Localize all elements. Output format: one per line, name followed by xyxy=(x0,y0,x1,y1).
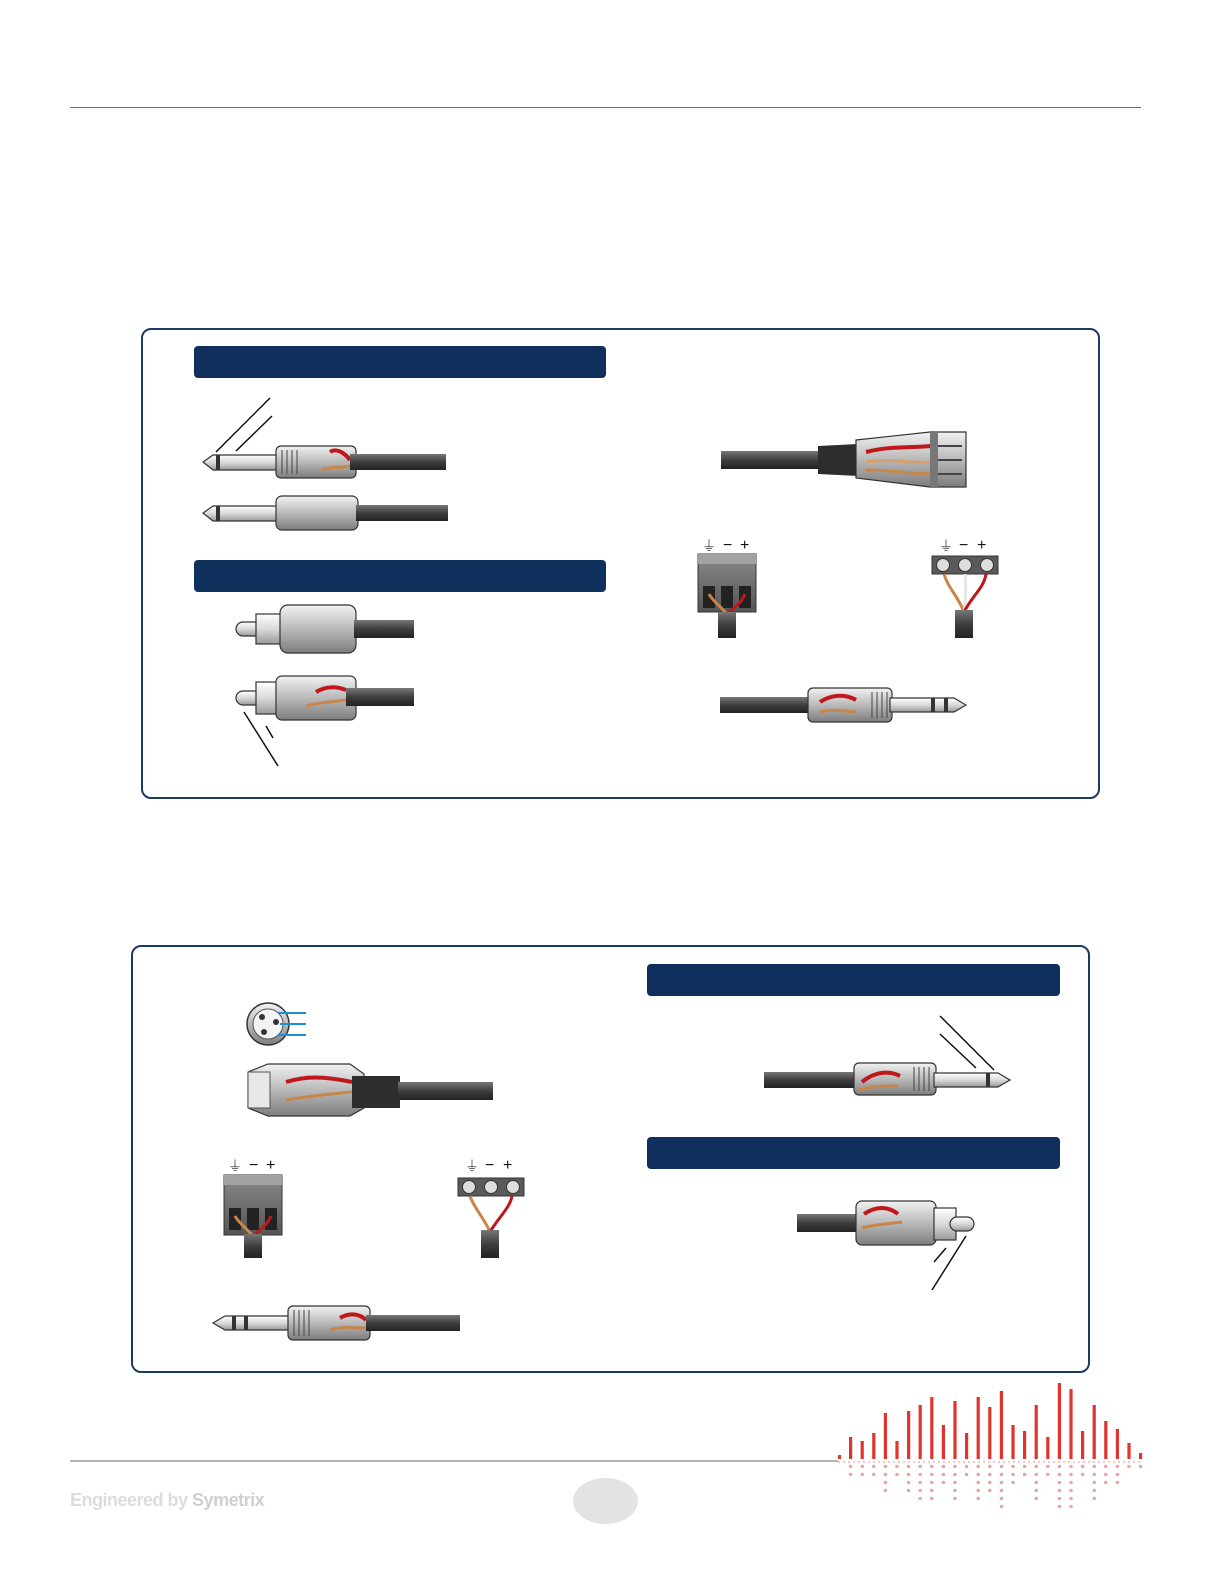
meter-reflection-dot xyxy=(988,1473,991,1476)
xlr-female-face-bottom xyxy=(247,1003,306,1045)
meter-bar xyxy=(1093,1405,1096,1459)
meter-reflection-dot xyxy=(1023,1465,1026,1468)
meter-reflection-dot xyxy=(977,1489,980,1492)
svg-text:−: − xyxy=(959,537,969,554)
meter-reflection-dot xyxy=(1058,1497,1061,1500)
meter-reflection-dot xyxy=(1035,1489,1038,1492)
meter-bar xyxy=(1011,1425,1014,1459)
meter-reflection-dot xyxy=(942,1481,945,1484)
meter-reflection-dot xyxy=(1116,1481,1119,1484)
svg-text:−: − xyxy=(723,537,733,554)
meter-bar xyxy=(884,1413,887,1459)
svg-text:+: + xyxy=(266,1157,276,1174)
meter-reflection-dot xyxy=(861,1473,864,1476)
meter-reflection-dot xyxy=(1093,1497,1096,1500)
meter-reflection-dot xyxy=(1035,1481,1038,1484)
symetrix-logo-text: Symetrix xyxy=(192,1490,265,1510)
meter-bar xyxy=(1035,1405,1038,1459)
meter-reflection-dot xyxy=(930,1473,933,1476)
meter-reflection-dot xyxy=(977,1497,980,1500)
svg-text:+: + xyxy=(740,537,750,554)
meter-reflection-dot xyxy=(884,1481,887,1484)
meter-reflection-dot xyxy=(1127,1465,1130,1468)
svg-text:⏚: ⏚ xyxy=(465,1158,479,1174)
ts-plug-open-bottom xyxy=(764,1016,1010,1095)
meter-reflection-dot xyxy=(1069,1505,1072,1508)
meter-reflection-dot xyxy=(930,1497,933,1500)
meter-bar xyxy=(930,1397,933,1459)
meter-reflection-dot xyxy=(965,1465,968,1468)
meter-bar xyxy=(907,1411,910,1459)
meter-reflection-dot xyxy=(988,1481,991,1484)
meter-reflection-dot xyxy=(1069,1465,1072,1468)
meter-reflection-dot xyxy=(907,1481,910,1484)
meter-reflection-dot xyxy=(1000,1489,1003,1492)
ts-plug-closed-top xyxy=(203,496,448,530)
euro-terminal-block-top xyxy=(698,537,756,638)
meter-reflection-dot xyxy=(1035,1473,1038,1476)
meter-reflection-dot xyxy=(884,1489,887,1492)
meter-reflection-dot xyxy=(919,1465,922,1468)
meter-reflection-dot xyxy=(1058,1465,1061,1468)
meter-reflection-dot xyxy=(1104,1473,1107,1476)
meter-reflection-dot xyxy=(907,1473,910,1476)
meter-reflection-dot xyxy=(1069,1497,1072,1500)
meter-reflection-dot xyxy=(1000,1505,1003,1508)
xlr-male-open-top xyxy=(721,432,966,487)
meter-reflection-dot xyxy=(861,1465,864,1468)
trs-plug-open-bottom xyxy=(213,1306,460,1340)
meter-bar xyxy=(1069,1389,1072,1459)
meter-bar xyxy=(1116,1429,1119,1459)
meter-bar xyxy=(1000,1391,1003,1459)
engineered-by-text: Engineered by xyxy=(70,1490,188,1510)
meter-reflection-dot xyxy=(1093,1473,1096,1476)
meter-bar xyxy=(977,1397,980,1459)
meter-reflection-dot xyxy=(1000,1473,1003,1476)
meter-reflection-dot xyxy=(1035,1497,1038,1500)
meter-reflection-dot xyxy=(919,1481,922,1484)
meter-reflection-dot xyxy=(1116,1473,1119,1476)
meter-reflection-dot xyxy=(953,1465,956,1468)
meter-reflection-dot xyxy=(1046,1465,1049,1468)
meter-reflection-dot xyxy=(1104,1481,1107,1484)
meter-reflection-dot xyxy=(1011,1465,1014,1468)
meter-reflection-dot xyxy=(930,1481,933,1484)
meter-reflection-dot xyxy=(919,1497,922,1500)
meter-bar xyxy=(965,1433,968,1459)
meter-reflection-dot xyxy=(1093,1465,1096,1468)
screw-terminal-strip-top xyxy=(932,537,998,638)
svg-text:−: − xyxy=(249,1157,259,1174)
meter-bar xyxy=(1046,1437,1049,1459)
meter-reflection-dot xyxy=(907,1465,910,1468)
meter-bar xyxy=(861,1441,864,1459)
rca-plug-open-top xyxy=(236,676,414,766)
meter-reflection-dot xyxy=(919,1473,922,1476)
meter-bar xyxy=(872,1433,875,1459)
meter-reflection-dot xyxy=(1069,1489,1072,1492)
meter-reflection-dot xyxy=(942,1473,945,1476)
meter-reflection-dot xyxy=(1069,1481,1072,1484)
meter-reflection-dot xyxy=(1116,1465,1119,1468)
meter-reflection-dot xyxy=(884,1473,887,1476)
xlr-female-open-bottom xyxy=(248,1064,493,1116)
rca-plug-open-bottom xyxy=(797,1201,974,1290)
meter-bar xyxy=(1058,1383,1061,1459)
meter-reflection-dot xyxy=(1139,1465,1142,1468)
meter-reflection-dot xyxy=(884,1465,887,1468)
meter-reflection-dot xyxy=(977,1473,980,1476)
meter-reflection-dot xyxy=(1081,1473,1084,1476)
meter-bar xyxy=(953,1401,956,1459)
meter-reflection-dot xyxy=(1058,1505,1061,1508)
svg-text:+: + xyxy=(977,537,987,554)
euro-terminal-block-bottom xyxy=(224,1157,282,1258)
svg-text:⏚: ⏚ xyxy=(939,538,953,554)
meter-reflection-dot xyxy=(1035,1465,1038,1468)
meter-bar xyxy=(1127,1443,1130,1459)
ground-symbol-icon: ⏚ xyxy=(702,538,716,554)
meter-reflection-dot xyxy=(1093,1489,1096,1492)
meter-reflection-dot xyxy=(1011,1473,1014,1476)
meter-reflection-dot xyxy=(977,1465,980,1468)
meter-reflection-dot xyxy=(872,1465,875,1468)
meter-bar xyxy=(895,1441,898,1459)
meter-bar xyxy=(1023,1431,1026,1459)
level-meter-graphic xyxy=(838,1383,1142,1508)
meter-reflection-dot xyxy=(1058,1481,1061,1484)
meter-reflection-dot xyxy=(1023,1473,1026,1476)
meter-reflection-dot xyxy=(1081,1465,1084,1468)
svg-text:+: + xyxy=(503,1157,513,1174)
meter-bar xyxy=(849,1437,852,1459)
meter-reflection-dot xyxy=(907,1489,910,1492)
ts-plug-open-top xyxy=(203,398,446,478)
meter-bar xyxy=(1139,1453,1142,1459)
meter-bar xyxy=(942,1425,945,1459)
meter-reflection-dot xyxy=(895,1473,898,1476)
page-number-badge xyxy=(573,1478,638,1524)
meter-bar xyxy=(1104,1421,1107,1459)
svg-text:−: − xyxy=(485,1157,495,1174)
meter-reflection-dot xyxy=(849,1465,852,1468)
meter-reflection-dot xyxy=(1000,1497,1003,1500)
meter-reflection-dot xyxy=(919,1489,922,1492)
meter-reflection-dot xyxy=(953,1497,956,1500)
meter-reflection-dot xyxy=(930,1489,933,1492)
meter-bar xyxy=(919,1405,922,1459)
meter-reflection-dot xyxy=(1093,1481,1096,1484)
meter-reflection-dot xyxy=(1069,1473,1072,1476)
meter-bar xyxy=(1081,1431,1084,1459)
meter-reflection-dot xyxy=(895,1465,898,1468)
meter-reflection-dot xyxy=(953,1489,956,1492)
meter-reflection-dot xyxy=(965,1473,968,1476)
trs-plug-open-top xyxy=(720,688,966,722)
meter-reflection-dot xyxy=(930,1465,933,1468)
screw-terminal-strip-bottom xyxy=(458,1157,524,1258)
meter-reflection-dot xyxy=(872,1473,875,1476)
footer-brand xyxy=(70,1490,264,1511)
meter-reflection-dot xyxy=(1000,1481,1003,1484)
meter-reflection-dot xyxy=(1011,1481,1014,1484)
meter-reflection-dot xyxy=(977,1481,980,1484)
meter-reflection-dot xyxy=(953,1473,956,1476)
meter-reflection-dot xyxy=(988,1465,991,1468)
meter-reflection-dot xyxy=(942,1465,945,1468)
meter-reflection-dot xyxy=(1000,1465,1003,1468)
rca-plug-closed-top xyxy=(236,605,414,653)
svg-text:⏚: ⏚ xyxy=(228,1158,242,1174)
meter-reflection-dot xyxy=(1046,1473,1049,1476)
meter-reflection-dot xyxy=(849,1473,852,1476)
meter-reflection-dot xyxy=(1058,1473,1061,1476)
meter-reflection-dot xyxy=(1104,1465,1107,1468)
meter-bar xyxy=(988,1407,991,1459)
meter-reflection-dot xyxy=(988,1489,991,1492)
meter-reflection-dot xyxy=(1058,1489,1061,1492)
meter-reflection-dot xyxy=(953,1481,956,1484)
